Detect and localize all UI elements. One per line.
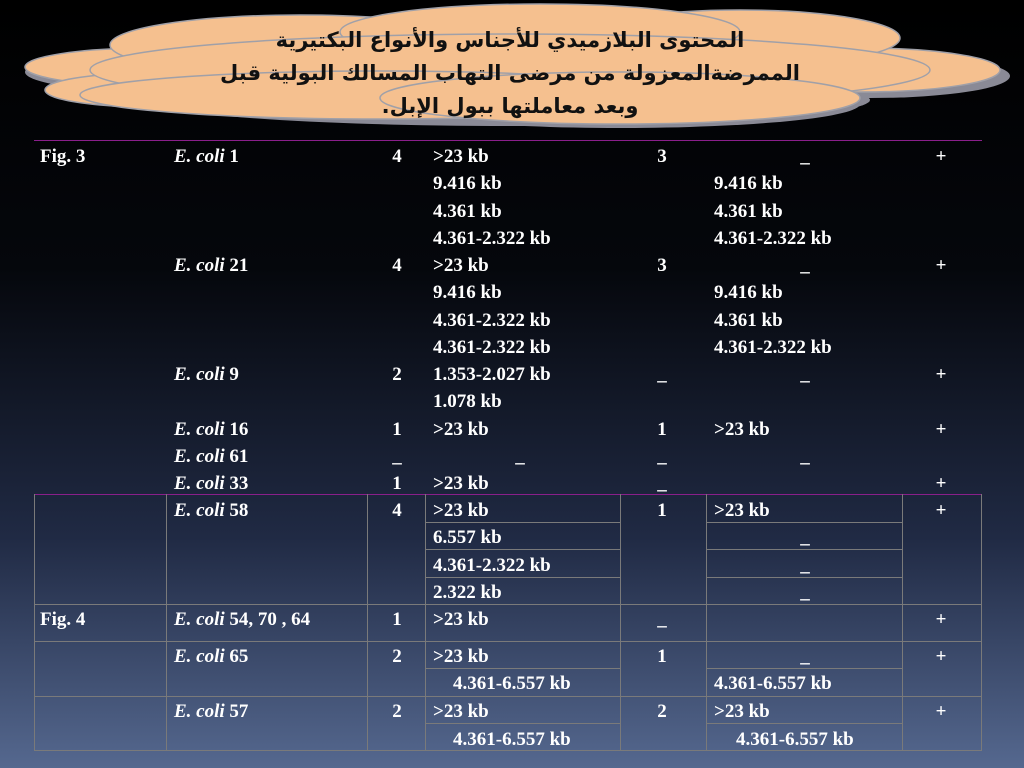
- isolate-number: 21: [229, 255, 249, 276]
- organism-genus: E. coli: [174, 473, 225, 494]
- grid-line: [425, 723, 620, 724]
- plasmid-size-before: >23 kb: [433, 255, 489, 276]
- plasmid-count-after: _: [657, 473, 667, 494]
- plasmid-count-before: 2: [392, 646, 402, 667]
- grid-line: [34, 641, 982, 642]
- result-sign: +: [935, 609, 947, 630]
- plasmid-size-before: >23 kb: [433, 609, 489, 630]
- plasmid-size-before: 4.361 kb: [433, 201, 502, 222]
- plasmid-size-before: 9.416 kb: [433, 282, 502, 303]
- isolate-number: 9: [229, 364, 239, 385]
- plasmid-size-before: 4.361-6.557 kb: [453, 673, 571, 694]
- plasmid-size-after: >23 kb: [714, 500, 770, 521]
- plasmid-size-after: _: [800, 255, 810, 276]
- grid-line: [981, 494, 982, 750]
- isolate-number: 33: [229, 473, 249, 494]
- grid-line: [706, 522, 902, 523]
- organism-genus: E. coli: [174, 364, 225, 385]
- plasmid-count-after: 1: [657, 500, 667, 521]
- grid-line: [706, 577, 902, 578]
- plasmid-size-before: >23 kb: [433, 419, 489, 440]
- plasmid-size-after: _: [800, 582, 810, 603]
- plasmid-size-before: 4.361-2.322 kb: [433, 310, 551, 331]
- grid-line: [425, 494, 426, 750]
- isolate-number: 1: [229, 146, 239, 167]
- plasmid-size-after: 4.361-6.557 kb: [736, 729, 854, 750]
- grid-line: [34, 750, 982, 751]
- plasmid-count-after: 2: [657, 701, 667, 722]
- figure-label: Fig. 3: [40, 146, 86, 167]
- plasmid-count-before: 2: [392, 364, 402, 385]
- grid-line: [34, 494, 35, 750]
- organism-genus: E. coli: [174, 701, 225, 722]
- plasmid-count-before: _: [392, 446, 402, 467]
- grid-line: [425, 522, 620, 523]
- grid-line: [706, 668, 902, 669]
- title-callout: [0, 0, 1024, 135]
- result-sign: +: [935, 364, 947, 385]
- plasmid-size-after: _: [800, 364, 810, 385]
- grid-line: [706, 549, 902, 550]
- grid-line: [166, 494, 167, 750]
- plasmid-size-after: 4.361-2.322 kb: [714, 337, 832, 358]
- organism-name: [174, 645, 248, 669]
- plasmid-size-before: 4.361-6.557 kb: [453, 729, 571, 750]
- plasmid-size-after: 4.361-6.557 kb: [714, 673, 832, 694]
- result-sign: +: [935, 419, 947, 440]
- plasmid-count-before: 2: [392, 701, 402, 722]
- plasmid-size-after: 4.361 kb: [714, 310, 783, 331]
- plasmid-count-before: 4: [392, 146, 402, 167]
- plasmid-count-before: 1: [392, 609, 402, 630]
- plasmid-size-after: 4.361-2.322 kb: [714, 228, 832, 249]
- organism-name: [174, 445, 248, 469]
- plasmid-size-after: _: [800, 446, 810, 467]
- grid-line: [902, 494, 903, 750]
- plasmid-size-before: 4.361-2.322 kb: [433, 555, 551, 576]
- title-line-3: وبعد معاملتها ببول الإبل.: [381, 94, 639, 118]
- plasmid-size-before: >23 kb: [433, 701, 489, 722]
- organism-genus: E. coli: [174, 255, 225, 276]
- grid-line: [425, 668, 620, 669]
- plasmid-size-before: 9.416 kb: [433, 173, 502, 194]
- result-sign: +: [935, 500, 947, 521]
- plasmid-size-before: 1.078 kb: [433, 391, 502, 412]
- plasmid-size-before: _: [515, 446, 525, 467]
- plasmid-size-before: 2.322 kb: [433, 582, 502, 603]
- organism-name: [174, 254, 248, 278]
- plasmid-size-before: 1.353-2.027 kb: [433, 364, 551, 385]
- plasmid-count-after: _: [657, 364, 667, 385]
- plasmid-count-after: 1: [657, 646, 667, 667]
- plasmid-count-after: 3: [657, 146, 667, 167]
- isolate-number: 61: [229, 446, 249, 467]
- plasmid-size-after: 4.361 kb: [714, 201, 783, 222]
- plasmid-count-before: 1: [392, 419, 402, 440]
- slide-title: [150, 24, 870, 123]
- isolate-number: 57: [229, 701, 249, 722]
- plasmid-count-after: _: [657, 446, 667, 467]
- section-rule: [34, 494, 982, 495]
- plasmid-size-before: 4.361-2.322 kb: [433, 228, 551, 249]
- organism-genus: E. coli: [174, 146, 225, 167]
- organism-name: [174, 499, 248, 523]
- organism-genus: E. coli: [174, 646, 225, 667]
- organism-name: [174, 472, 248, 496]
- isolate-number: 16: [229, 419, 249, 440]
- plasmid-size-after: _: [800, 555, 810, 576]
- organism-genus: E. coli: [174, 446, 225, 467]
- plasmid-size-after: _: [800, 146, 810, 167]
- plasmid-count-after: 3: [657, 255, 667, 276]
- plasmid-size-after: 9.416 kb: [714, 282, 783, 303]
- grid-line: [425, 577, 620, 578]
- plasmid-size-after: 9.416 kb: [714, 173, 783, 194]
- plasmid-size-after: _: [800, 527, 810, 548]
- result-sign: +: [935, 646, 947, 667]
- plasmid-size-before: >23 kb: [433, 473, 489, 494]
- result-sign: +: [935, 473, 947, 494]
- organism-genus: E. coli: [174, 609, 225, 630]
- plasmid-count-before: 1: [392, 473, 402, 494]
- title-line-2: الممرضةالمعزولة من مرضى التهاب المسالك البولية قبل: [220, 61, 800, 85]
- plasmid-size-before: 6.557 kb: [433, 527, 502, 548]
- isolate-number: 54, 70 , 64: [229, 609, 311, 630]
- plasmid-count-before: 4: [392, 255, 402, 276]
- organism-name: [174, 700, 248, 724]
- result-sign: +: [935, 701, 947, 722]
- organism-name: [174, 145, 239, 169]
- plasmid-size-after: _: [800, 646, 810, 667]
- result-sign: +: [935, 146, 947, 167]
- organism-genus: E. coli: [174, 419, 225, 440]
- grid-line: [367, 494, 368, 750]
- plasmid-size-before: 4.361-2.322 kb: [433, 337, 551, 358]
- organism-name: [174, 608, 310, 632]
- organism-genus: E. coli: [174, 500, 225, 521]
- plasmid-size-after: >23 kb: [714, 419, 770, 440]
- grid-line: [34, 696, 982, 697]
- plasmid-size-before: >23 kb: [433, 146, 489, 167]
- top-rule: [34, 140, 982, 141]
- isolate-number: 65: [229, 646, 249, 667]
- plasmid-size-before: >23 kb: [433, 500, 489, 521]
- plasmid-size-before: >23 kb: [433, 646, 489, 667]
- grid-line: [620, 494, 621, 750]
- isolate-number: 58: [229, 500, 249, 521]
- figure-label: Fig. 4: [40, 609, 86, 630]
- grid-line: [425, 549, 620, 550]
- organism-name: [174, 363, 239, 387]
- plasmid-size-after: >23 kb: [714, 701, 770, 722]
- grid-line: [706, 723, 902, 724]
- plasmid-count-after: _: [657, 609, 667, 630]
- plasmid-count-after: 1: [657, 419, 667, 440]
- plasmid-count-before: 4: [392, 500, 402, 521]
- result-sign: +: [935, 255, 947, 276]
- organism-name: [174, 418, 248, 442]
- title-line-1: المحتوى البلازميدي للأجناس والأنواع البكتيرية: [275, 28, 745, 52]
- grid-line: [706, 494, 707, 750]
- grid-line: [34, 604, 982, 605]
